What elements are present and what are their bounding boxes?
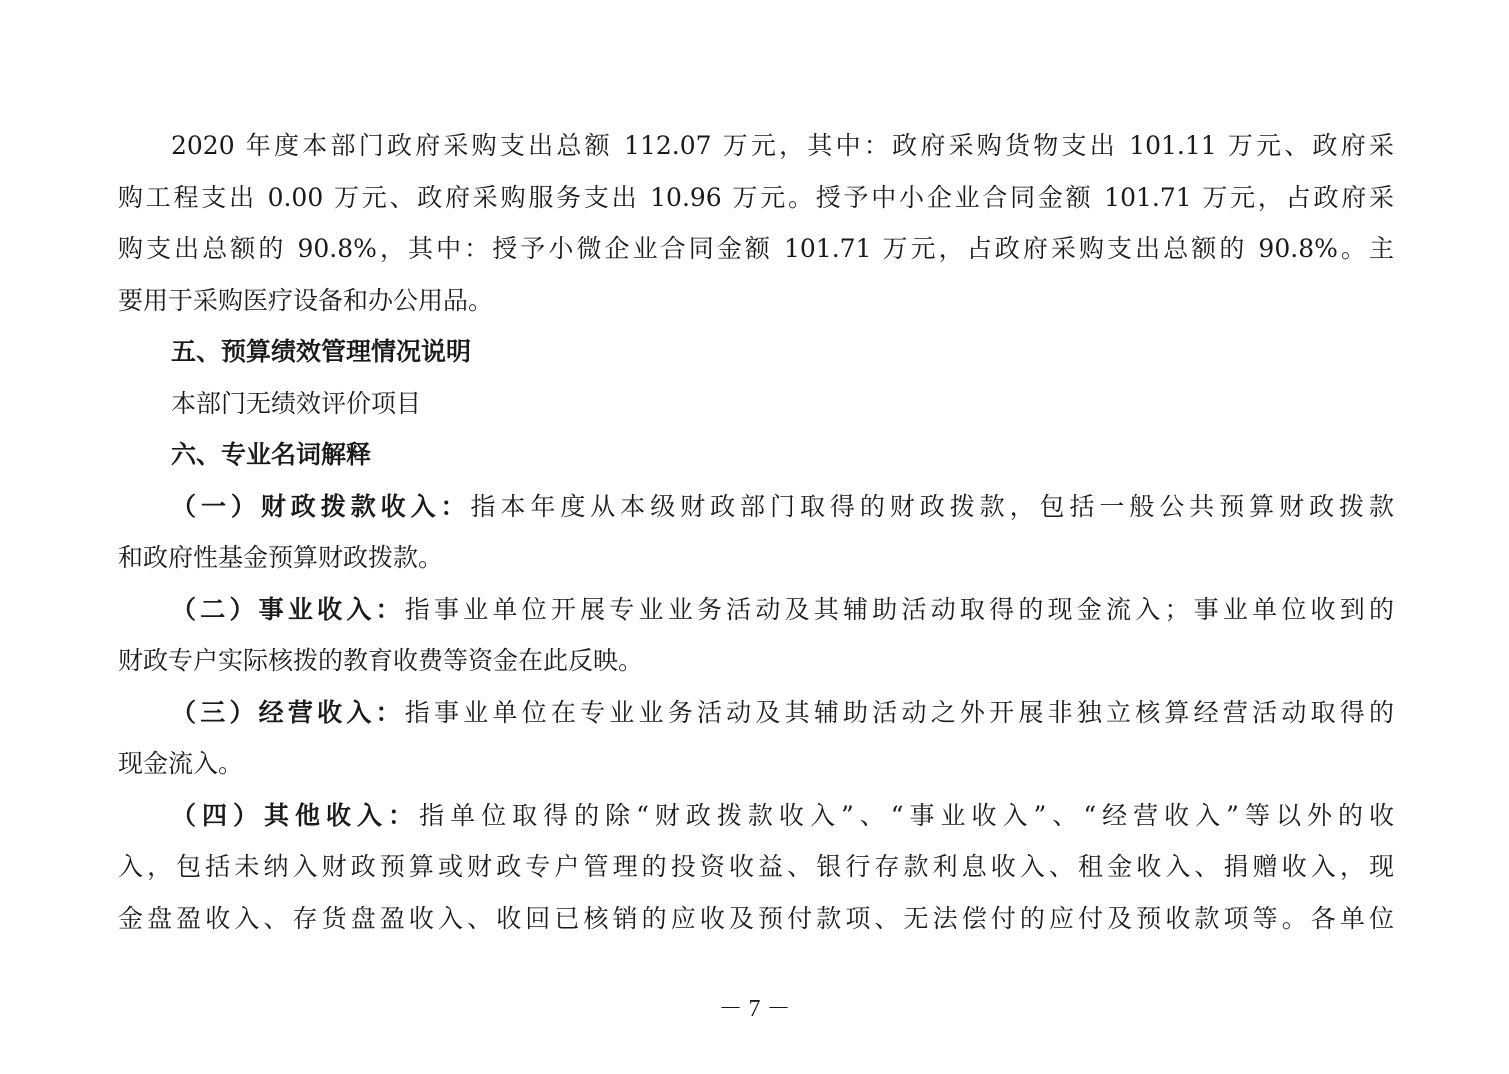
term-1-line-2: 和政府性基金预算财政拨款。 bbox=[118, 543, 444, 572]
section-6-heading: 六、专业名词解释 bbox=[171, 440, 372, 469]
procurement-paragraph-line-3: 购支出总额的 90.8%，其中：授予小微企业合同金额 101.71 万元，占政府采购支出总额的 90.8%。主 bbox=[118, 234, 1394, 263]
term-3-label: （三）经营收入： bbox=[171, 697, 405, 727]
term-4-line-2: 入，包括未纳入财政预算或财政专户管理的投资收益、银行存款利息收入、租金收入、捐赠收入，现 bbox=[118, 852, 1394, 881]
procurement-paragraph-line-1: 2020 年度本部门政府采购支出总额 112.07 万元，其中：政府采购货物支出 101.11 万元、政府采 bbox=[171, 131, 1394, 160]
term-3-definition: 指事业单位在专业业务活动及其辅助活动之外开展非独立核算经营活动取得的 bbox=[404, 697, 1394, 727]
procurement-paragraph-line-2: 购工程支出 0.00 万元、政府采购服务支出 10.96 万元。授予中小企业合同金额 101.71 万元，占政府采 bbox=[118, 182, 1394, 212]
section-5-heading: 五、预算绩效管理情况说明 bbox=[171, 337, 472, 366]
term-4-label: （四）其他收入： bbox=[171, 800, 420, 830]
term-3-line-2: 现金流入。 bbox=[118, 749, 244, 778]
term-2-definition: 指事业单位开展专业业务活动及其辅助活动取得的现金流入；事业单位收到的 bbox=[404, 594, 1394, 624]
term-1-line-1 bbox=[118, 481, 1394, 533]
document-body bbox=[118, 120, 1394, 944]
term-4-definition: 指单位取得的除“财政拨款收入”、“事业收入”、“经营收入”等以外的收 bbox=[419, 800, 1394, 830]
section-5-text: 本部门无绩效评价项目 bbox=[171, 388, 422, 418]
term-4-line-3: 金盘盈收入、存货盘盈收入、收回已核销的应收及预付款项、无法偿付的应付及预收款项等。各单位 bbox=[118, 903, 1394, 933]
term-1-label: （一）财政拨款收入： bbox=[171, 491, 471, 521]
page-number: － 7 － bbox=[718, 996, 791, 1022]
term-2-label: （二）事业收入： bbox=[171, 594, 405, 624]
term-2-line-1 bbox=[118, 584, 1394, 636]
term-1-definition: 指本年度从本级财政部门取得的财政拨款，包括一般公共预算财政拨款 bbox=[470, 491, 1394, 521]
term-3-line-1 bbox=[118, 687, 1394, 739]
procurement-paragraph-line-4: 要用于采购医疗设备和办公用品。 bbox=[118, 285, 494, 315]
term-2-line-2: 财政专户实际核拨的教育收费等资金在此反映。 bbox=[118, 646, 644, 675]
term-4-line-1 bbox=[118, 790, 1394, 842]
